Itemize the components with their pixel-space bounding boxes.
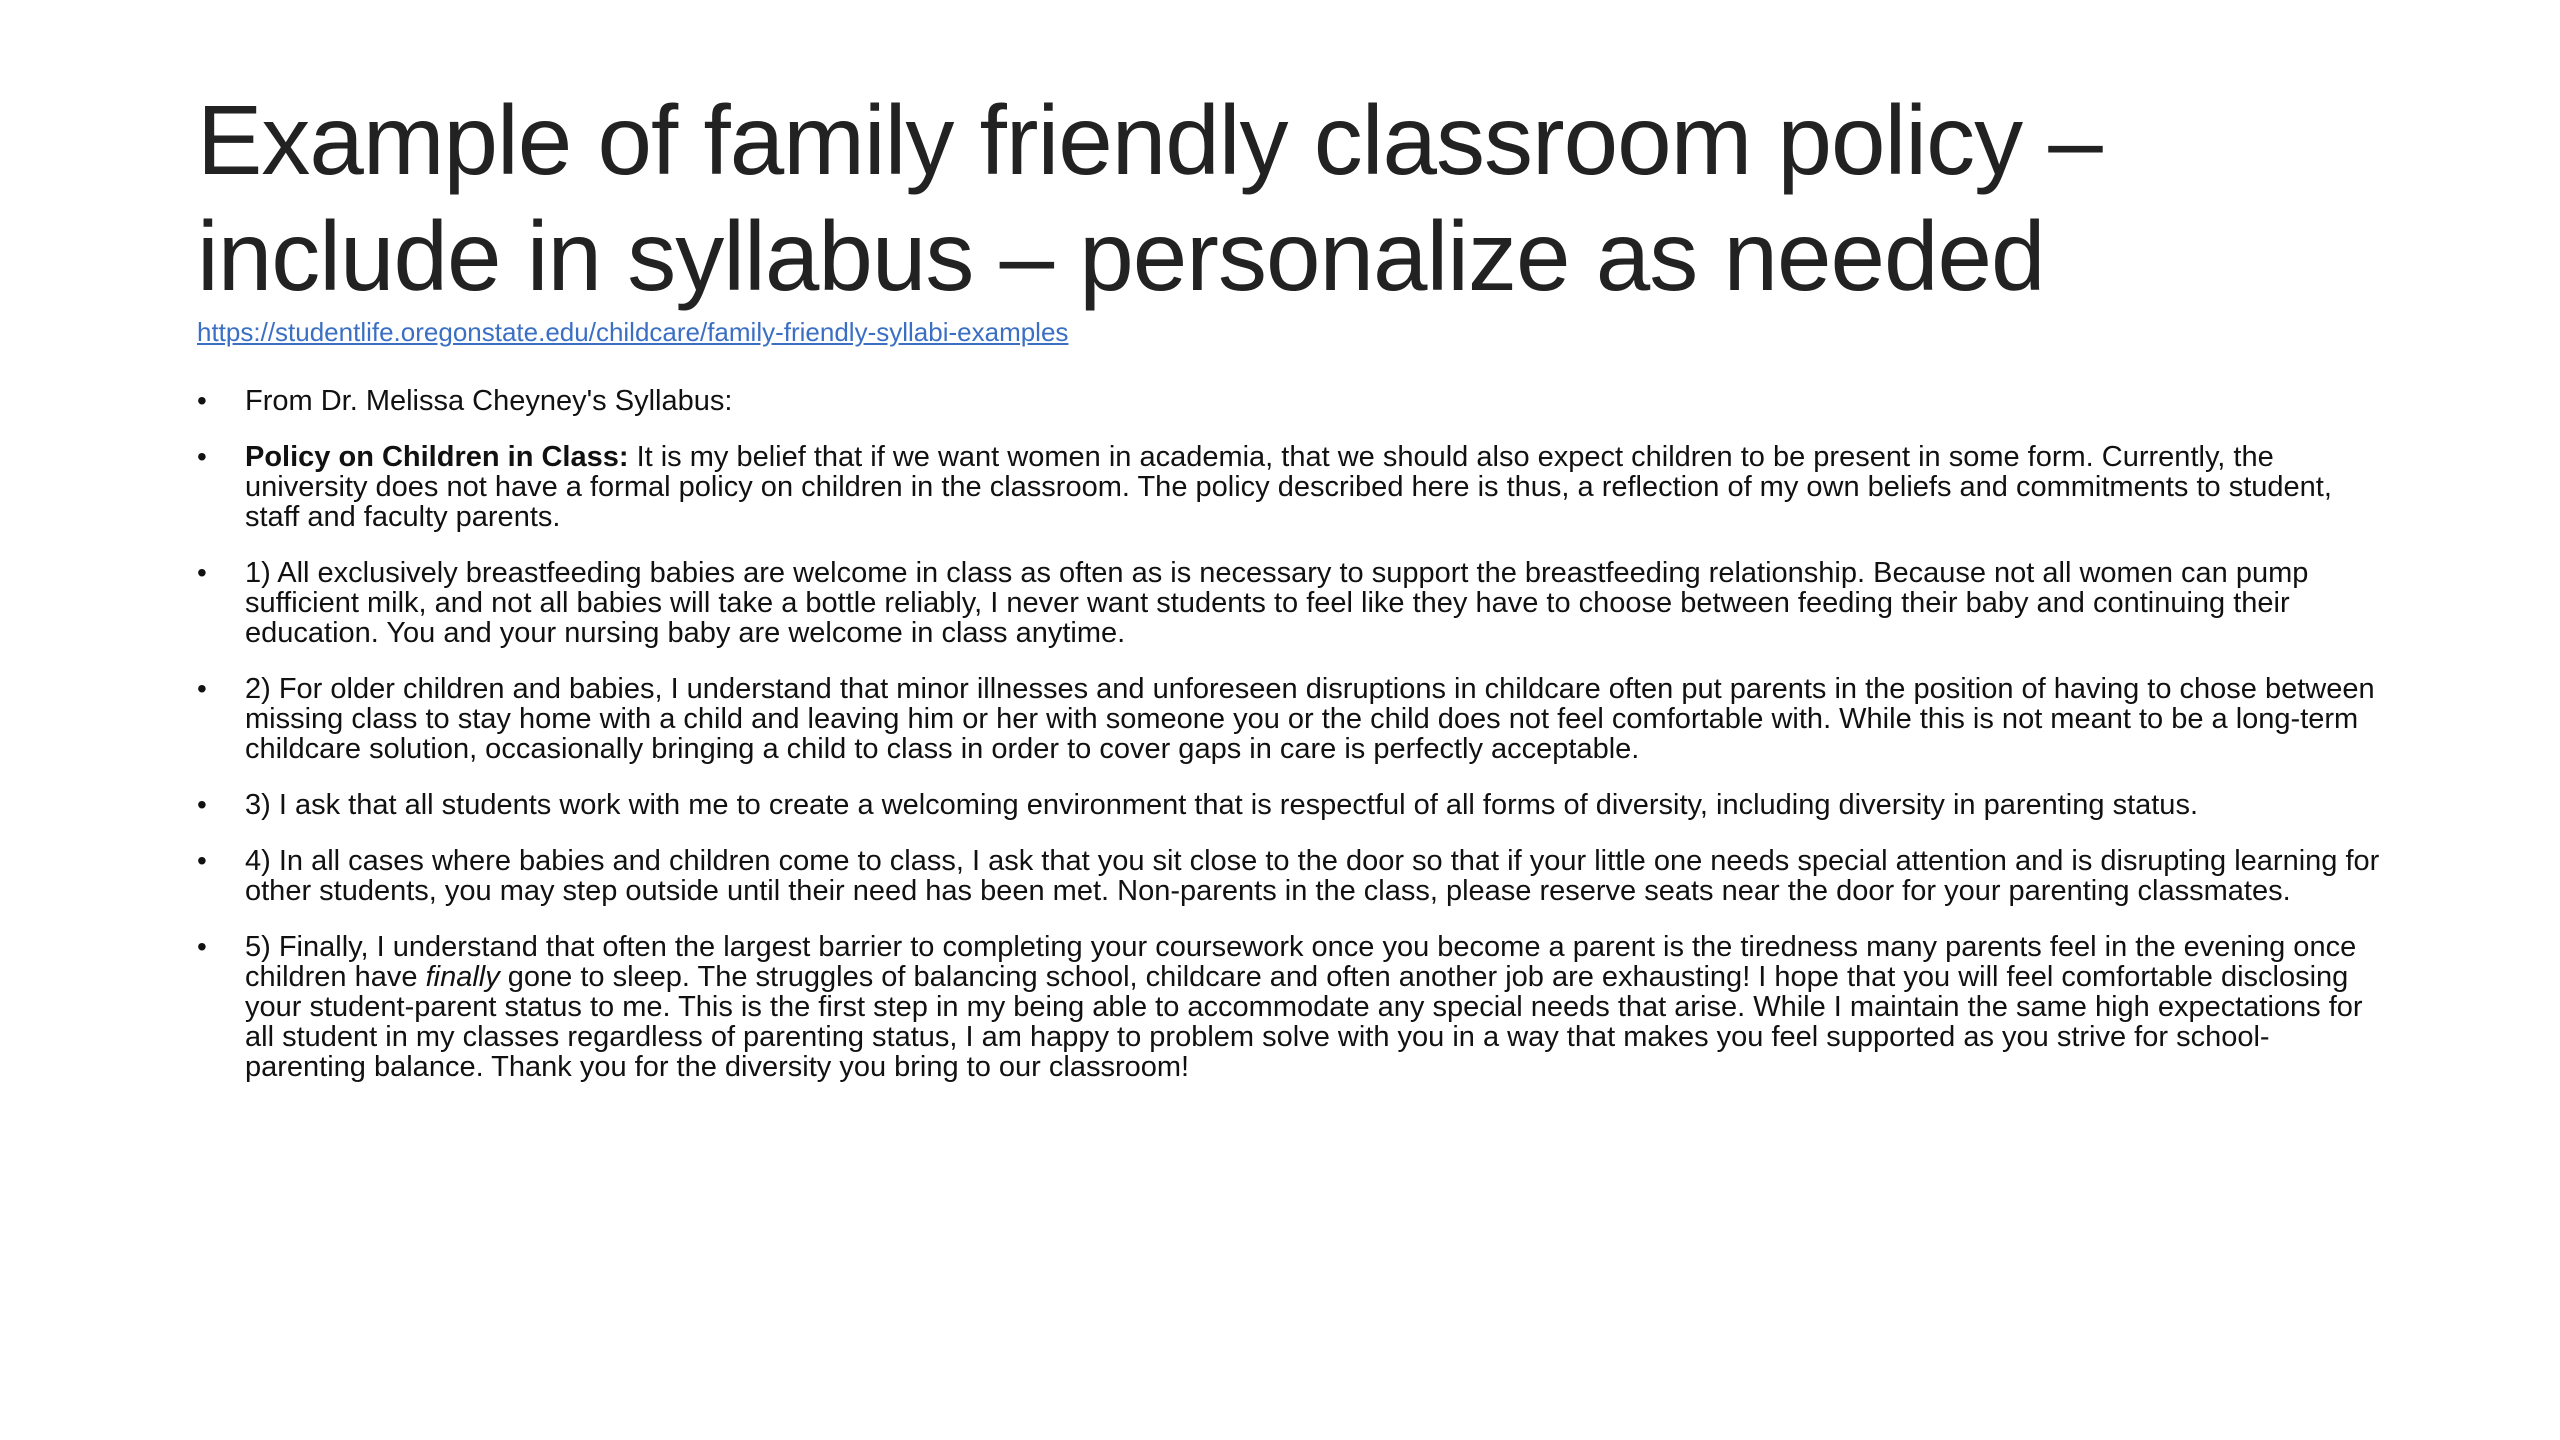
bullet-text: 3) I ask that all students work with me to create a welcoming environment that is respectful of all forms of diversity, including diversity in parenting status. (245, 789, 2198, 821)
bullet-intro (197, 386, 2387, 416)
bullet-text: 5) Finally, I understand that often the largest barrier to completing your coursework once you become a parent is the tiredness many parents feel in the evening once children have (245, 931, 2357, 993)
bullet-text: 1) All exclusively breastfeeding babies are welcome in class as often as is necessary to support the breastfeeding relationship. Because not all women can pump sufficient milk, and not all babies will take a bottle reliably, I never want students to feel like they have to choose between feeding their baby and continuing their education. You and your nursing baby are welcome in class anytime. (245, 557, 2309, 649)
bullet-policy (197, 442, 2387, 532)
bullet-text: 4) In all cases where babies and children come to class, I ask that you sit close to the door so that if your little one needs special attention and is disrupting learning for other students, you may step outside until their need has been met. Non-parents in the class, please reserve seats near the door for your parenting classmates. (245, 845, 2380, 907)
source-link[interactable]: https://studentlife.oregonstate.edu/childcare/family-friendly-syllabi-examples (197, 317, 1069, 347)
bullet-item-4 (197, 846, 2387, 906)
bullet-lead: Policy on Children in Class: (245, 441, 629, 473)
slide-title (197, 82, 2397, 314)
bullet-text: From Dr. Melissa Cheyney's Syllabus: (245, 385, 733, 417)
bullet-list (197, 386, 2387, 1108)
slide-title-line-1: Example of family friendly classroom policy – (197, 85, 2102, 195)
bullet-text: 2) For older children and babies, I understand that minor illnesses and unforeseen disruptions in childcare often put parents in the position of having to chose between missing class to stay home with a child and leaving him or her with someone you or the child does not feel comfortable with. While this is not meant to be a long-term childcare solution, occasionally bringing a child to class in order to cover gaps in care is perfectly acceptable. (245, 673, 2375, 765)
bullet-item-1 (197, 558, 2387, 648)
bullet-item-5 (197, 932, 2387, 1082)
bullet-emphasis: finally (425, 961, 500, 993)
bullet-text: It is my belief that if we want women in academia, that we should also expect children to be present in some form. Currently, the university does not have a formal policy on children in the classroom. The policy described here is thus, a reflection of my own beliefs and commitments to student, staff and faculty parents. (245, 441, 2332, 533)
slide-title-line-2: include in syllabus – personalize as needed (197, 201, 2045, 311)
bullet-text: gone to sleep. The struggles of balancing school, childcare and often another job are exhausting! I hope that you will feel comfortable disclosing your student-parent status to me. This is the first step in my being able to accommodate any special needs that arise. While I maintain the same high expectations for all student in my classes regardless of parenting status, I am happy to problem solve with you in a way that makes you feel supported as you strive for school-parenting balance. Thank you for the diversity you bring to our classroom! (245, 961, 2363, 1083)
bullet-item-3 (197, 790, 2387, 820)
bullet-item-2 (197, 674, 2387, 764)
